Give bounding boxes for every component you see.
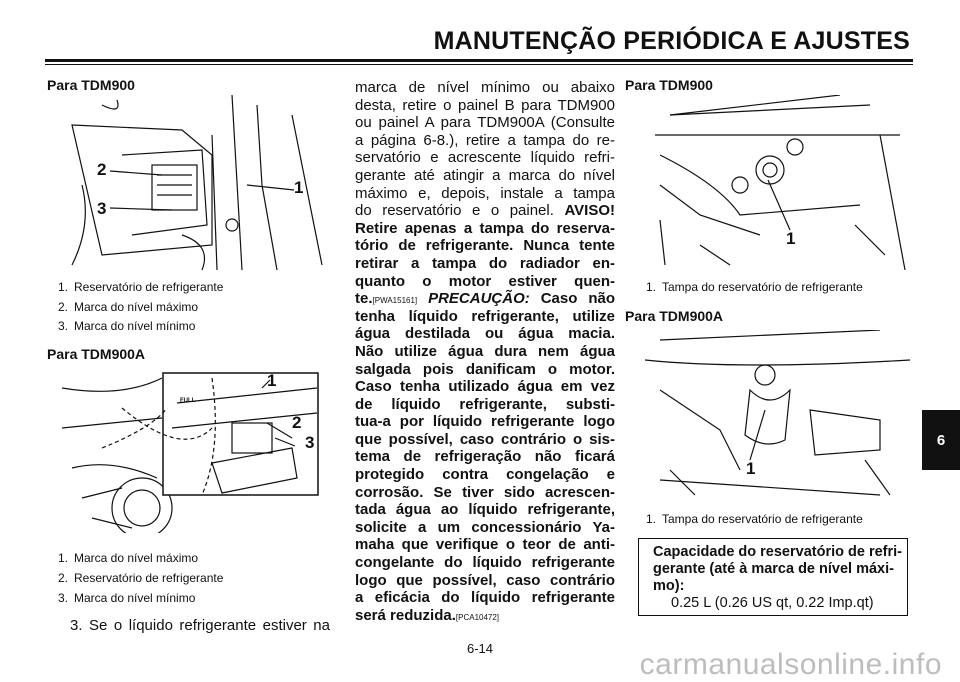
text-segment: tua-a por líquido refrigerante logo	[355, 413, 615, 431]
callout-2: 2	[97, 160, 107, 179]
full-mark-text: FULL	[180, 398, 196, 404]
text-segment: quanto o motor estiver quen-	[355, 272, 615, 290]
text-segment: gerante até atingir a marca do nível	[355, 166, 615, 184]
text-line	[355, 185, 615, 203]
capacity-title: Capacidade do reservatório de refri-	[653, 544, 902, 560]
legend-item: 2. Reservatório de refrigerante	[58, 571, 224, 585]
body-text-column	[355, 79, 615, 624]
text-segment: servatório e acrescente líquido refri-	[355, 149, 615, 167]
text-segment: tema de refrigeração não ficará	[355, 448, 615, 466]
text-line	[355, 167, 615, 185]
text-line	[355, 396, 615, 414]
text-line	[355, 484, 615, 502]
text-line	[355, 132, 615, 150]
text-line	[355, 202, 615, 220]
figure-tdm900-cap	[640, 95, 915, 270]
legend-item: 1. Tampa do reservatório de refrigerante	[646, 512, 863, 526]
text-line	[355, 114, 615, 132]
capacity-title: mo):	[653, 578, 685, 594]
text-segment: corrosão. Se tiver sido acrescen-	[355, 483, 615, 501]
callout-2: 2	[292, 413, 302, 432]
legend-item: 2. Marca do nível máximo	[58, 300, 199, 314]
section-heading-tdm900: Para TDM900	[625, 77, 713, 93]
text-line	[355, 149, 615, 167]
chapter-tab: 6	[922, 410, 960, 470]
callout-1: 1	[746, 459, 756, 478]
figure-tdm900a-reservoir	[62, 368, 322, 533]
text-line	[355, 343, 615, 361]
watermark: carmanualsonline.info	[639, 648, 942, 681]
text-line	[355, 536, 615, 554]
text-segment: te.	[355, 290, 373, 308]
text-segment: salgada pois danificam o motor.	[355, 360, 615, 378]
text-line	[355, 255, 615, 273]
section-heading-tdm900a: Para TDM900A	[625, 308, 724, 324]
capacity-title: gerante (até à marca de nível máxi-	[653, 561, 894, 577]
section-heading-tdm900a: Para TDM900A	[47, 346, 146, 362]
text-segment: a eficácia do líquido refrigerante	[355, 589, 615, 607]
capacity-value: 0.25 L (0.26 US qt, 0.22 Imp.qt)	[671, 595, 874, 611]
text-segment: congelante do líquido refrigerante	[355, 554, 615, 572]
text-line	[355, 448, 615, 466]
header-rule	[45, 59, 913, 62]
legend-item: 3. Marca do nível mínimo	[58, 591, 196, 605]
text-segment: marca de nível mínimo ou abaixo	[355, 79, 615, 96]
page-number: 6-14	[466, 641, 494, 656]
text-segment: Caso não	[529, 290, 615, 308]
text-segment: tório de refrigerante. Nunca tente	[355, 237, 615, 255]
callout-3: 3	[305, 433, 315, 452]
text-segment: desta, retire o painel B para TDM900	[355, 96, 615, 114]
legend-item: 1. Tampa do reservatório de refrigerante	[646, 280, 863, 294]
text-segment: PRECAUÇÃO:	[417, 290, 530, 308]
text-segment: Caso tenha utilizado água em vez	[355, 378, 615, 396]
callout-1: 1	[786, 229, 796, 248]
text-segment: tada água ao líquido refrigerante,	[355, 501, 615, 519]
text-line	[355, 519, 615, 537]
callout-1: 1	[294, 178, 304, 197]
section-heading-tdm900: Para TDM900	[47, 77, 135, 93]
text-line	[355, 554, 615, 572]
figure-tdm900a-cap	[640, 330, 915, 505]
text-segment: maha que verifique o teor de anti-	[355, 536, 615, 554]
text-segment: AVISO!	[564, 202, 615, 220]
reference-code: [PCA10472]	[455, 612, 500, 622]
figure-tdm900-reservoir	[62, 95, 332, 275]
header-rule-thin	[45, 64, 913, 65]
callout-1: 1	[267, 371, 277, 390]
text-line	[355, 378, 615, 396]
text-line	[355, 589, 615, 607]
text-segment: logo que possível, caso contrário	[355, 571, 615, 589]
step-3-text: 3. Se o líquido refrigerante estiver na	[70, 617, 330, 634]
page-title: MANUTENÇÃO PERIÓDICA E AJUSTES	[433, 27, 910, 55]
text-line	[355, 220, 615, 238]
text-line	[355, 273, 615, 291]
text-segment: de líquido refrigerante, substi-	[355, 395, 615, 413]
text-segment: retirar a tampa do radiador en-	[355, 254, 615, 272]
text-line	[355, 237, 615, 255]
text-line	[355, 79, 615, 97]
text-line	[355, 572, 615, 590]
text-line	[355, 290, 615, 308]
capacity-spec-box	[638, 538, 908, 616]
legend-item: 1. Reservatório de refrigerante	[58, 280, 224, 294]
text-segment: máximo e, depois, instale a tampa	[355, 184, 615, 202]
text-line	[355, 97, 615, 115]
text-segment: ou painel A para TDM900A (Consulte	[355, 114, 615, 132]
text-line	[355, 607, 615, 625]
text-segment: a página 6-8.), retire a tampa do re-	[355, 131, 615, 149]
callout-3: 3	[97, 199, 107, 218]
reference-code: [PWA15161]	[372, 296, 418, 306]
text-line	[355, 325, 615, 343]
text-segment: protegido contra congelação e	[355, 466, 615, 484]
text-segment: do reservatório e o painel.	[355, 202, 565, 220]
text-segment: que possível, caso contrário o sis-	[355, 430, 615, 448]
text-line	[355, 431, 615, 449]
text-segment: Retire apenas a tampa do reserva-	[355, 219, 615, 237]
text-segment: tenha líquido refrigerante, utilize	[355, 307, 615, 325]
text-line	[355, 501, 615, 519]
text-line	[355, 308, 615, 326]
text-line	[355, 413, 615, 431]
legend-item: 1. Marca do nível máximo	[58, 551, 199, 565]
legend-item: 3. Marca do nível mínimo	[58, 319, 196, 333]
text-segment: Não utilize água dura nem água	[355, 342, 615, 360]
text-segment: água destilada ou água macia.	[355, 325, 615, 343]
text-line	[355, 361, 615, 379]
text-segment: solicite a um concessionário Ya-	[355, 518, 615, 536]
text-segment: será reduzida.	[355, 606, 456, 624]
text-line	[355, 466, 615, 484]
